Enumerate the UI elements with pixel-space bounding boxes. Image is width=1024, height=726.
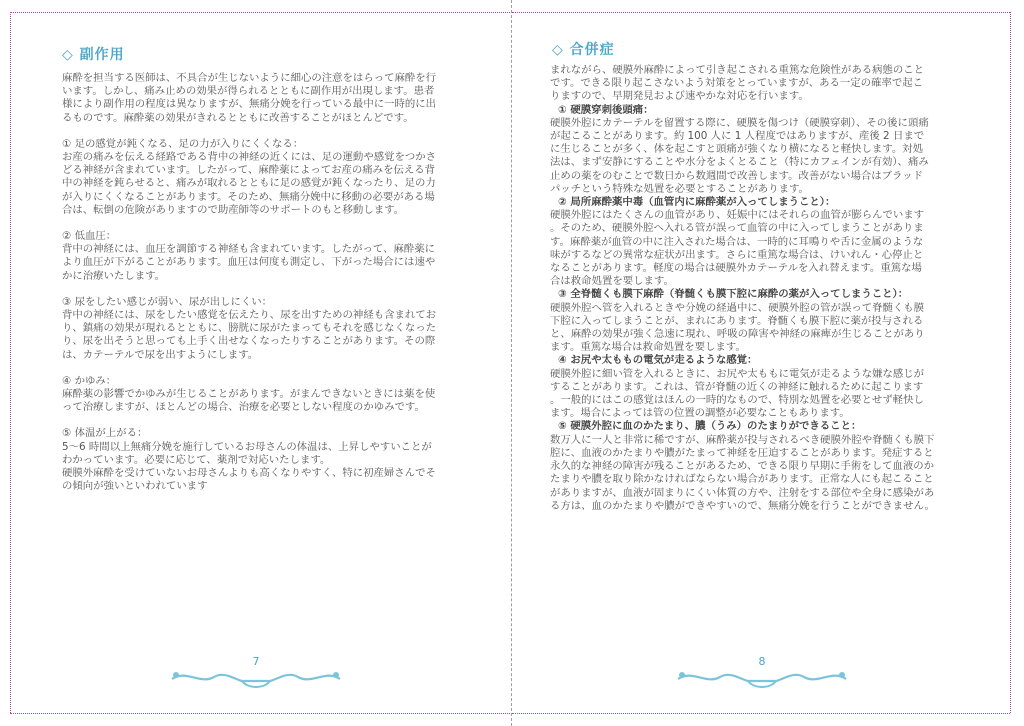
section-line: がありますが、血液が固まりにくい体質の方や、注射をする部位や全身に感染があ	[550, 486, 935, 499]
section-line: 硬膜外腔に細い管を入れるときに、お尻や太ももに電気が走るような嫌な感じが	[550, 367, 925, 380]
frame-right-line	[1010, 12, 1011, 713]
frame-left-line	[10, 12, 11, 713]
page-title: ◇ 合併症	[552, 42, 615, 58]
section-line: 背中の神経には、尿をしたい感覚を伝えたり、尿を出すための神経も含まれてお	[62, 309, 437, 322]
footer-ornament	[166, 655, 346, 689]
intro-line: りますので、早期発見および速やかな対応を行います。	[550, 90, 809, 103]
section-line: り、鎮痛の効果が現れるとともに、膀胱に尿がたまってもそれを感じなくなった	[62, 322, 437, 335]
section-line: と、麻酔の効果が強く急速に現れ、呼吸の障害や神経の麻痺が生じることがあり	[550, 328, 925, 341]
frame-bottom-line	[512, 713, 1010, 714]
section-heading: ⑤ 硬膜外腔に血のかたまり、膿（うみ）のたまりができること：	[558, 420, 862, 433]
section-line: 中の神経を鈍らせると、痛みが取れるとともに足の感覚が鈍くなったり、足の力	[62, 177, 436, 190]
section-line: わかっています。必要に応じて、薬剤で対応いたします。	[62, 453, 331, 466]
page-title: ◇ 副作用	[62, 47, 125, 63]
left-body	[62, 72, 482, 493]
section-line: 下腔に入ってしまうことが、まれにあります。脊髄くも膜下腔に薬が投与される	[550, 314, 924, 327]
section-line: 硬膜外麻酔を受けていないお母さんよりも高くなりやすく、特に初産婦さんでそ	[62, 467, 436, 480]
section-line: 腔に、血液のかたまりや膿がたまって神経を圧迫することがあります。発症すると	[550, 446, 934, 459]
section-line: 硬膜外腔にカテーテルを留置する際に、硬膜を傷つけ（硬膜穿刺）、その後に頭痛	[550, 116, 929, 129]
frame-top-line	[512, 12, 1010, 13]
intro-line: まれながら、硬膜外麻酔によって引き起こされる重篤な危険性がある病態のこと	[550, 64, 925, 76]
right-page	[512, 0, 1024, 726]
section-line: 麻酔薬の影響でかゆみが生じることがあります。がまんできないときには薬を使	[62, 388, 436, 401]
section-line: することがあります。これは、管が脊髄の近くの神経に触れるために起こります	[550, 380, 924, 393]
section-line: り、尿を出そうと思っても上手く出せなくなったりすることがあります。その際	[62, 335, 436, 348]
section-line: 法は、まず安静にすることや水分をよくとること（特にカフェインが有効）、痛み	[550, 156, 929, 169]
section-line: に生じることが多く、体を起こすと頭痛が強くなり横になると軽快します。対処	[550, 143, 924, 156]
intro-line: います。しかし、痛み止めの効果が得られるとともに副作用が出現します。患者	[62, 85, 435, 98]
section-line: 味がするなどの異常な症状が出ます。さらに重篤な場合は、けいれん・心停止と	[550, 248, 924, 261]
section-line: 合は救命処置を要します。	[550, 275, 674, 288]
intro-line: 麻酔を担当する医師は、不具合が生じないように細心の注意をはらって麻酔を行	[62, 72, 437, 84]
section-heading: ③ 全脊髄くも膜下麻酔（脊髄くも膜下腔に麻酔の薬が入ってしまうこと）：	[558, 288, 909, 301]
section-heading: ④ お尻や太ももの電気が走るような感覚：	[558, 354, 758, 367]
section-heading: ③ 尿をしたい感じが弱い、尿が出しにくい：	[62, 295, 273, 308]
section-line: す。麻酔薬が血管の中に注入された場合は、一時的に耳鳴りや舌に金属のような	[550, 235, 924, 248]
section-line: かに治療いたします。	[62, 269, 166, 282]
section-line: が入りにくくなることがあります。そのため、無痛分娩中に移動の必要がある場	[62, 190, 435, 203]
section-line: 硬膜外腔へ管を入れるときや分娩の経過中に、硬膜外腔の管が誤って脊髄くも膜	[550, 301, 925, 314]
section-line: 。そのため、硬膜外腔へ入れる管が誤って血管の中に入ってしまうことがありま	[550, 222, 924, 235]
section-line: 5～6 時間以上無痛分娩を施行しているお母さんの体温は、上昇しやすいことが	[62, 440, 432, 453]
section-line: の傾向が強いといわれています	[62, 480, 208, 493]
frame-top-line	[10, 12, 512, 13]
section-line: 。一般的にはこの感覚はほんの一時的なもので、特別な処置を必要とせず軽快し	[550, 394, 924, 407]
frame-bottom-line	[10, 713, 512, 714]
section-heading: ④ かゆみ：	[62, 374, 117, 387]
intro-line: です。できる限り起こさないよう対策をとっていますが、ある一定の確率で起こ	[550, 77, 924, 90]
section-line: 止めの薬をのむことで数日から数週間で改善します。改善がない場合はブラッド	[550, 169, 924, 182]
right-body	[550, 64, 980, 513]
section-line: 数万人に一人と非常に稀ですが、麻酔薬が投与されるべき硬膜外腔や脊髄くも膜下	[550, 433, 935, 446]
section-line: 硬膜外腔にはたくさんの血管があり、妊娠中にはそれらの血管が膨らんでいます	[550, 209, 925, 222]
footer-ornament	[672, 655, 852, 689]
section-line: たまりや膿を取り除かなければならない場合があります。正常な人にも起こること	[550, 473, 934, 486]
section-line: る方は、血のかたまりや膿ができやすいので、無痛分娩を行うことができません。	[550, 499, 935, 512]
section-line: 合は、転倒の危険がありますので助産師等のサポートのもと移動します。	[62, 203, 405, 216]
section-heading: ② 局所麻酔薬中毒（血管内に麻酔薬が入ってしまうこと）：	[558, 196, 836, 209]
section-heading: ① 硬膜穿刺後頭痛：	[558, 103, 654, 116]
section-line: パッチという特殊な処置を必要とすることがあります。	[550, 182, 809, 195]
section-line: より血圧が下がることがあります。血圧は何度も測定し、下がった場合には速や	[62, 256, 436, 269]
section-line: 背中の神経には、血圧を調節する神経も含まれています。したがって、麻酔薬に	[62, 243, 436, 256]
section-line: ます。場合によっては管の位置の調整が必要なこともあります。	[550, 407, 850, 420]
section-heading: ② 低血圧：	[62, 230, 117, 243]
section-line: なることがあります。軽度の場合は硬膜外カテーテルを入れ替えます。重篤な場	[550, 262, 922, 275]
section-line: が起こることがあります。約 100 人に 1 人程度ではありますが、産後 2 日まで	[550, 130, 925, 143]
intro-line: 様により副作用の程度は異なりますが、無痛分娩を行っている最中に一時的に出	[62, 98, 437, 111]
section-line: お産の痛みを伝える経路である背中の神経の近くには、足の運動や感覚をつかさ	[62, 151, 437, 164]
page-number: 7	[252, 655, 260, 668]
intro-line: るものです。麻酔薬の効果がきれるとともに改善することがほとんどです。	[62, 111, 414, 124]
section-heading: ⑤ 体温が上がる：	[62, 427, 148, 440]
page-number: 8	[758, 655, 766, 668]
section-line: は、カテーテルで尿を出すようにします。	[62, 348, 259, 361]
section-line: って治療しますが、ほとんどの場合、治療を必要としない程度のかゆみです。	[62, 401, 425, 414]
section-heading: ① 足の感覚が鈍くなる、足の力が入りにくくなる：	[62, 137, 304, 150]
section-line: ます。重篤な場合は救命処置を要します。	[550, 341, 746, 354]
section-line: 永久的な神経の障害が残ることがあるため、できる限り早期に手術をして血液のか	[550, 460, 935, 473]
section-line: どる神経が含まれています。したがって、麻酔薬によってお産の痛みを伝える背	[62, 164, 436, 177]
